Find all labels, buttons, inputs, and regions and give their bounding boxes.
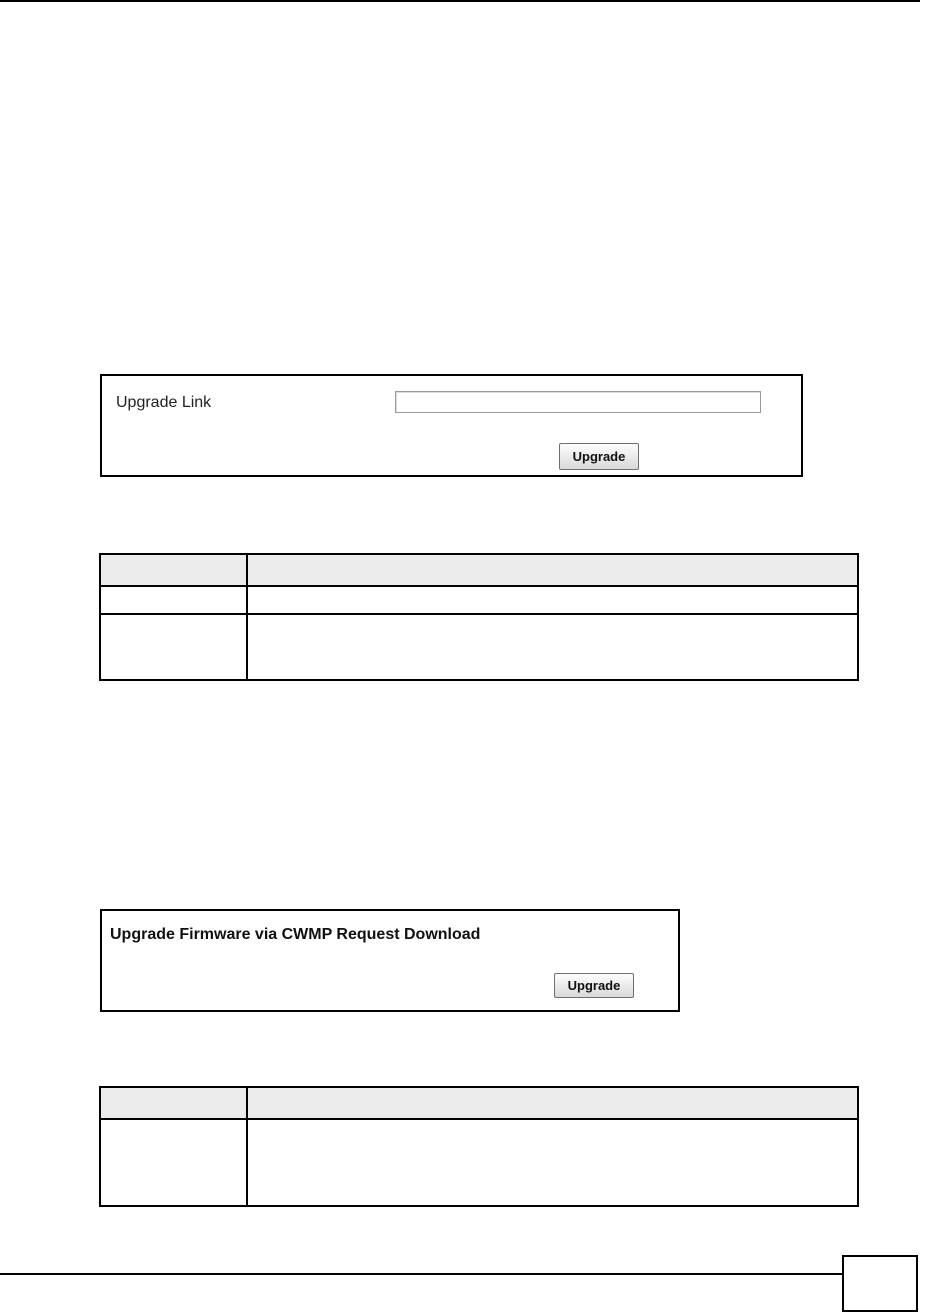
upgrade-link-panel [100,374,803,477]
table-row [100,614,858,680]
page-number-box [842,1255,918,1312]
table-cell [100,1119,247,1206]
table-row [100,586,858,614]
table-header-row [100,1087,858,1119]
table-cell [247,614,858,680]
cwmp-panel-title: Upgrade Firmware via CWMP Request Download [110,926,481,943]
table-header-cell [100,554,247,586]
table-cell [100,614,247,680]
table-header-cell [247,1087,858,1119]
cwmp-upgrade-panel [100,909,680,1012]
upgrade-link-input[interactable] [395,391,761,413]
table-cell [247,1119,858,1206]
cwmp-field-table [99,1086,859,1207]
cwmp-upgrade-button[interactable]: Upgrade [554,973,634,998]
upgrade-link-field-table [99,553,859,681]
table-header-row [100,554,858,586]
table-cell [247,586,858,614]
upgrade-link-label: Upgrade Link [116,394,212,411]
table-header-cell [100,1087,247,1119]
upgrade-button[interactable]: Upgrade [559,443,639,470]
header-rule [0,0,920,2]
table-row [100,1119,858,1206]
table-cell [100,586,247,614]
table-header-cell [247,554,858,586]
footer-rule [0,1273,842,1275]
